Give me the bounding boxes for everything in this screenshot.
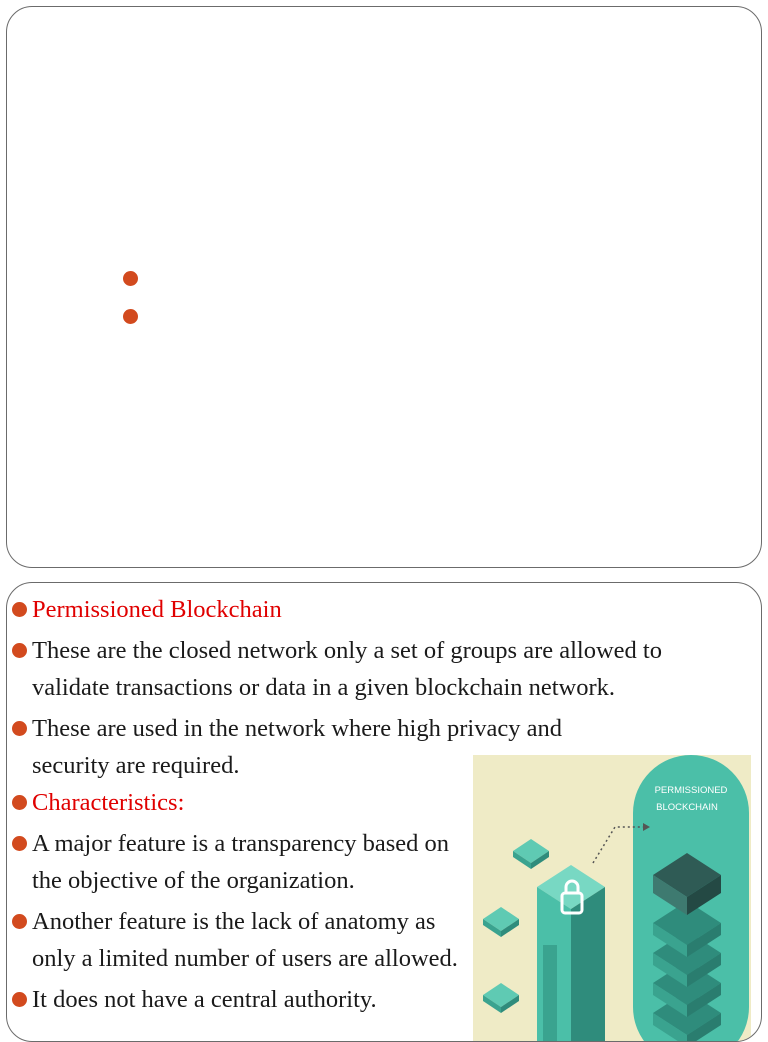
illustration-label-1: PERMISSIONED (654, 785, 728, 796)
bullet-dot-icon (12, 721, 27, 736)
slide-2 (6, 582, 762, 1042)
block-stack (653, 853, 721, 1042)
bullet-text: Another feature is the lack of anatomy as only a limited number of users are allowed. (32, 908, 458, 972)
bullet-text: These are used in the network where high privacy and security are required. (32, 715, 562, 779)
lock-tower (537, 865, 605, 1042)
bullet-dot-icon (12, 992, 27, 1007)
illustration-label-2: BLOCKCHAIN (656, 802, 718, 813)
bullet-text: Characteristics: (32, 789, 185, 816)
bullet-item (7, 825, 462, 899)
bullet-text: It does not have a central authority. (32, 986, 377, 1013)
bullet-item (7, 903, 462, 977)
bullet-dot-2 (123, 309, 138, 324)
bullet-item (7, 632, 762, 706)
bullet-text: These are the closed network only a set of groups are allowed to validate transactions or data in a given blockchain network. (32, 637, 662, 701)
bullet-dot-icon (12, 836, 27, 851)
bullet-dot-1 (123, 271, 138, 286)
bullet-dot-icon (12, 602, 27, 617)
bullet-text: A major feature is a transparency based on the objective of the organization. (32, 830, 450, 894)
bullet-item (7, 591, 762, 628)
bullet-dot-icon (12, 914, 27, 929)
slide-1 (6, 6, 762, 568)
bullet-item (7, 981, 462, 1018)
bullet-text: Permissioned Blockchain (32, 596, 282, 623)
bullet-dot-icon (12, 795, 27, 810)
bullet-dot-icon (12, 643, 27, 658)
permissioned-blockchain-illustration (473, 755, 751, 1042)
